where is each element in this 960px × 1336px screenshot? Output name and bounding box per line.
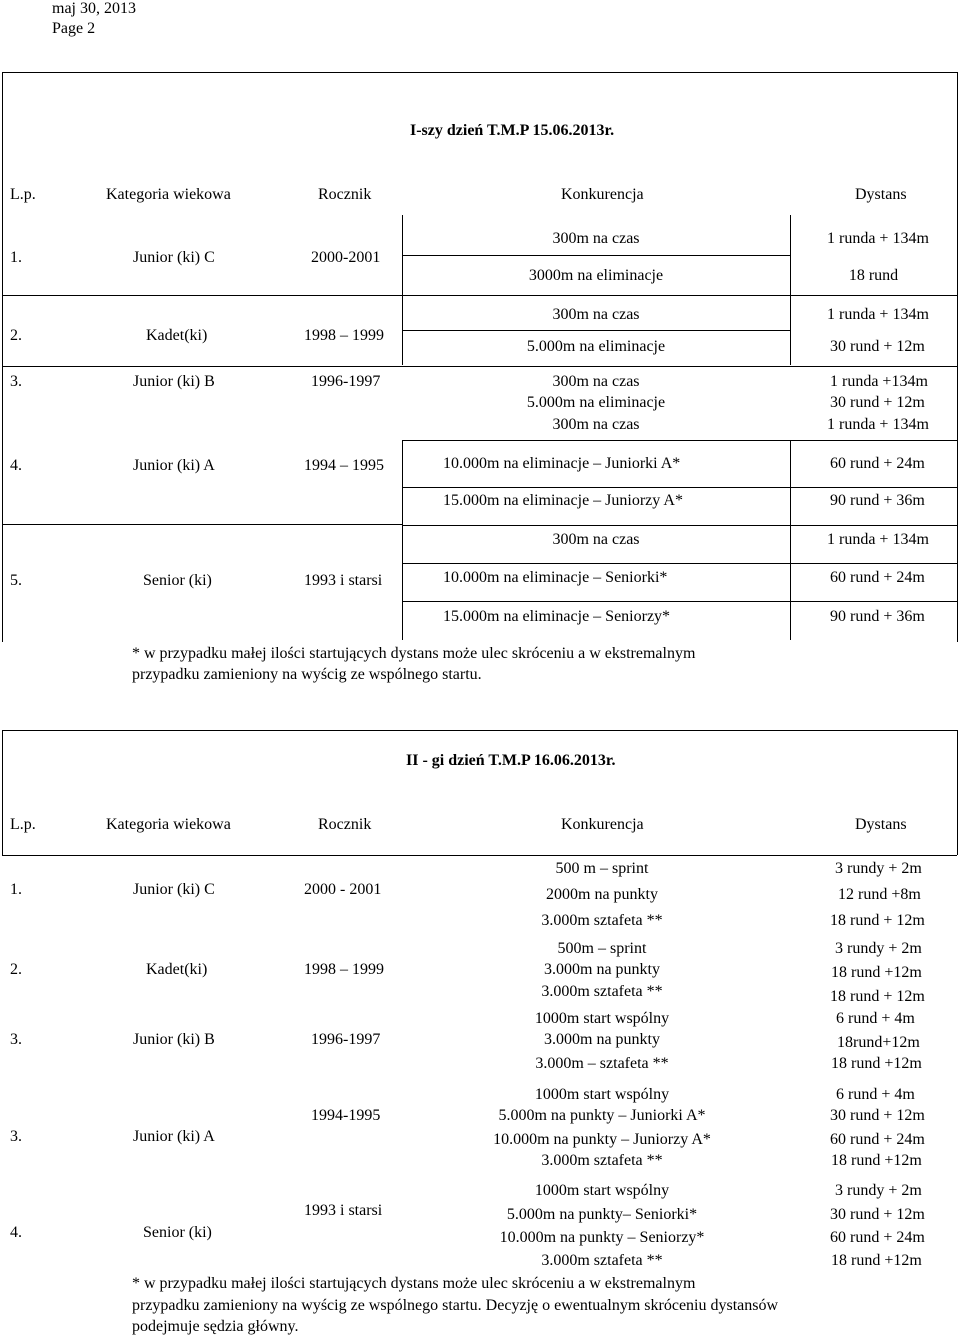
distance: 1 runda +134m xyxy=(830,373,928,390)
distance: 60 rund + 24m xyxy=(830,1229,925,1246)
lp: 4. xyxy=(10,457,22,474)
category: Junior (ki) C xyxy=(133,881,215,898)
distance: 30 rund + 12m xyxy=(830,338,925,355)
event: 10.000m na eliminacje – Seniorki* xyxy=(443,569,668,586)
event: 15.000m na eliminacje – Seniorzy* xyxy=(443,608,671,625)
distance: 1 runda + 134m xyxy=(827,230,929,247)
category: Kadet(ki) xyxy=(146,961,208,978)
year: 1993 i starsi xyxy=(304,572,383,589)
day2-footnote-line2: przypadku zamieniony na wyścig ze wspólnego startu. Decyzję o ewentualnym skróceniu dystansów xyxy=(132,1297,779,1314)
distance: 3 rundy + 2m xyxy=(835,860,922,877)
event: 5.000m na eliminacje xyxy=(526,394,666,411)
year: 1998 – 1999 xyxy=(304,961,384,978)
day2-footnote-line1: * w przypadku małej ilości startujących dystans może ulec skróceniu a w ekstremalnym xyxy=(132,1275,696,1292)
day2-title: II - gi dzień T.M.P 16.06.2013r. xyxy=(406,752,616,769)
category: Kadet(ki) xyxy=(146,327,208,344)
category: Junior (ki) B xyxy=(133,373,215,390)
page-date: maj 30, 2013 xyxy=(52,0,136,17)
event: 500m – sprint xyxy=(557,940,647,957)
event: 3.000m sztafeta ** xyxy=(541,1152,663,1169)
event: 2000m na punkty xyxy=(546,886,658,903)
lp: 4. xyxy=(10,1224,22,1241)
event: 300m na czas xyxy=(552,531,640,548)
category: Junior (ki) B xyxy=(133,1031,215,1048)
distance: 12 rund +8m xyxy=(838,886,921,903)
event: 3.000m sztafeta ** xyxy=(541,1252,663,1269)
year: 1996-1997 xyxy=(311,373,381,390)
event: 15.000m na eliminacje – Juniorzy A* xyxy=(443,492,683,509)
header-year: Rocznik xyxy=(318,186,372,203)
event: 10.000m na punkty – Seniorzy* xyxy=(499,1229,705,1246)
lp: 5. xyxy=(10,572,22,589)
event: 3000m na eliminacje xyxy=(528,267,664,284)
header-event: Konkurencja xyxy=(561,186,644,203)
event: 300m na czas xyxy=(552,230,640,247)
header-distance: Dystans xyxy=(855,186,907,203)
header-event: Konkurencja xyxy=(561,816,644,833)
header-lp: L.p. xyxy=(10,186,36,203)
page-number: Page 2 xyxy=(52,20,96,37)
distance: 30 rund + 12m xyxy=(830,1206,925,1223)
distance: 6 rund + 4m xyxy=(836,1086,915,1103)
lp: 2. xyxy=(10,961,22,978)
distance: 1 runda + 134m xyxy=(827,416,929,433)
distance: 18 rund + 12m xyxy=(830,988,925,1005)
event: 3.000m na punkty xyxy=(544,961,660,978)
event: 5.000m na eliminacje xyxy=(526,338,666,355)
distance: 18 rund +12m xyxy=(831,1252,922,1269)
distance: 18 rund +12m xyxy=(831,1055,922,1072)
event: 5.000m na punkty– Seniorki* xyxy=(506,1206,698,1223)
lp: 2. xyxy=(10,327,22,344)
year: 1998 – 1999 xyxy=(304,327,384,344)
distance: 1 runda + 134m xyxy=(827,531,929,548)
event: 300m na czas xyxy=(552,416,640,433)
header-category: Kategoria wiekowa xyxy=(106,186,231,203)
year: 2000-2001 xyxy=(311,249,381,266)
day2-footnote-line3: podejmuje sędzia główny. xyxy=(132,1318,299,1335)
event: 10.000m na eliminacje – Juniorki A* xyxy=(443,455,681,472)
event: 10.000m na punkty – Juniorzy A* xyxy=(493,1131,711,1148)
event: 3.000m sztafeta ** xyxy=(541,912,663,929)
category: Junior (ki) C xyxy=(133,249,215,266)
lp: 1. xyxy=(10,249,22,266)
distance: 90 rund + 36m xyxy=(830,608,925,625)
distance: 90 rund + 36m xyxy=(830,492,925,509)
event: 300m na czas xyxy=(552,306,640,323)
event: 1000m start wspólny xyxy=(534,1182,670,1199)
distance: 18rund+12m xyxy=(837,1034,920,1051)
distance: 60 rund + 24m xyxy=(830,569,925,586)
event: 3.000m – sztafeta ** xyxy=(535,1055,669,1072)
year: 1994-1995 xyxy=(311,1107,381,1124)
event: 500 m – sprint xyxy=(555,860,649,877)
year: 1993 i starsi xyxy=(304,1202,383,1219)
distance: 60 rund + 24m xyxy=(830,455,925,472)
distance: 18 rund +12m xyxy=(831,1152,922,1169)
event: 3.000m sztafeta ** xyxy=(541,983,663,1000)
event: 1000m start wspólny xyxy=(534,1086,670,1103)
lp: 3. xyxy=(10,1031,22,1048)
distance: 18 rund xyxy=(848,267,899,284)
lp: 3. xyxy=(10,1128,22,1145)
year: 2000 - 2001 xyxy=(304,881,382,898)
event: 3.000m na punkty xyxy=(544,1031,660,1048)
distance: 6 rund + 4m xyxy=(836,1010,915,1027)
year: 1996-1997 xyxy=(311,1031,381,1048)
event: 300m na czas xyxy=(552,373,640,390)
category: Senior (ki) xyxy=(143,572,212,589)
header-distance: Dystans xyxy=(855,816,907,833)
lp: 3. xyxy=(10,373,22,390)
event: 5.000m na punkty – Juniorki A* xyxy=(498,1107,706,1124)
header-year: Rocznik xyxy=(318,816,372,833)
lp: 1. xyxy=(10,881,22,898)
day1-title: I-szy dzień T.M.P 15.06.2013r. xyxy=(410,122,615,139)
header-category: Kategoria wiekowa xyxy=(106,816,231,833)
distance: 60 rund + 24m xyxy=(830,1131,925,1148)
distance: 3 rundy + 2m xyxy=(835,1182,922,1199)
day1-footnote-line1: * w przypadku małej ilości startujących dystans może ulec skróceniu a w ekstremalnym xyxy=(132,645,696,662)
distance: 18 rund + 12m xyxy=(830,912,925,929)
category: Senior (ki) xyxy=(143,1224,212,1241)
day1-footnote-line2: przypadku zamieniony na wyścig ze wspólnego startu. xyxy=(132,666,482,683)
category: Junior (ki) A xyxy=(133,1128,215,1145)
header-lp: L.p. xyxy=(10,816,36,833)
distance: 18 rund +12m xyxy=(831,964,922,981)
category: Junior (ki) A xyxy=(133,457,215,474)
distance: 30 rund + 12m xyxy=(830,394,925,411)
year: 1994 – 1995 xyxy=(304,457,384,474)
distance: 3 rundy + 2m xyxy=(835,940,922,957)
event: 1000m start wspólny xyxy=(534,1010,670,1027)
distance: 30 rund + 12m xyxy=(830,1107,925,1124)
distance: 1 runda + 134m xyxy=(827,306,929,323)
